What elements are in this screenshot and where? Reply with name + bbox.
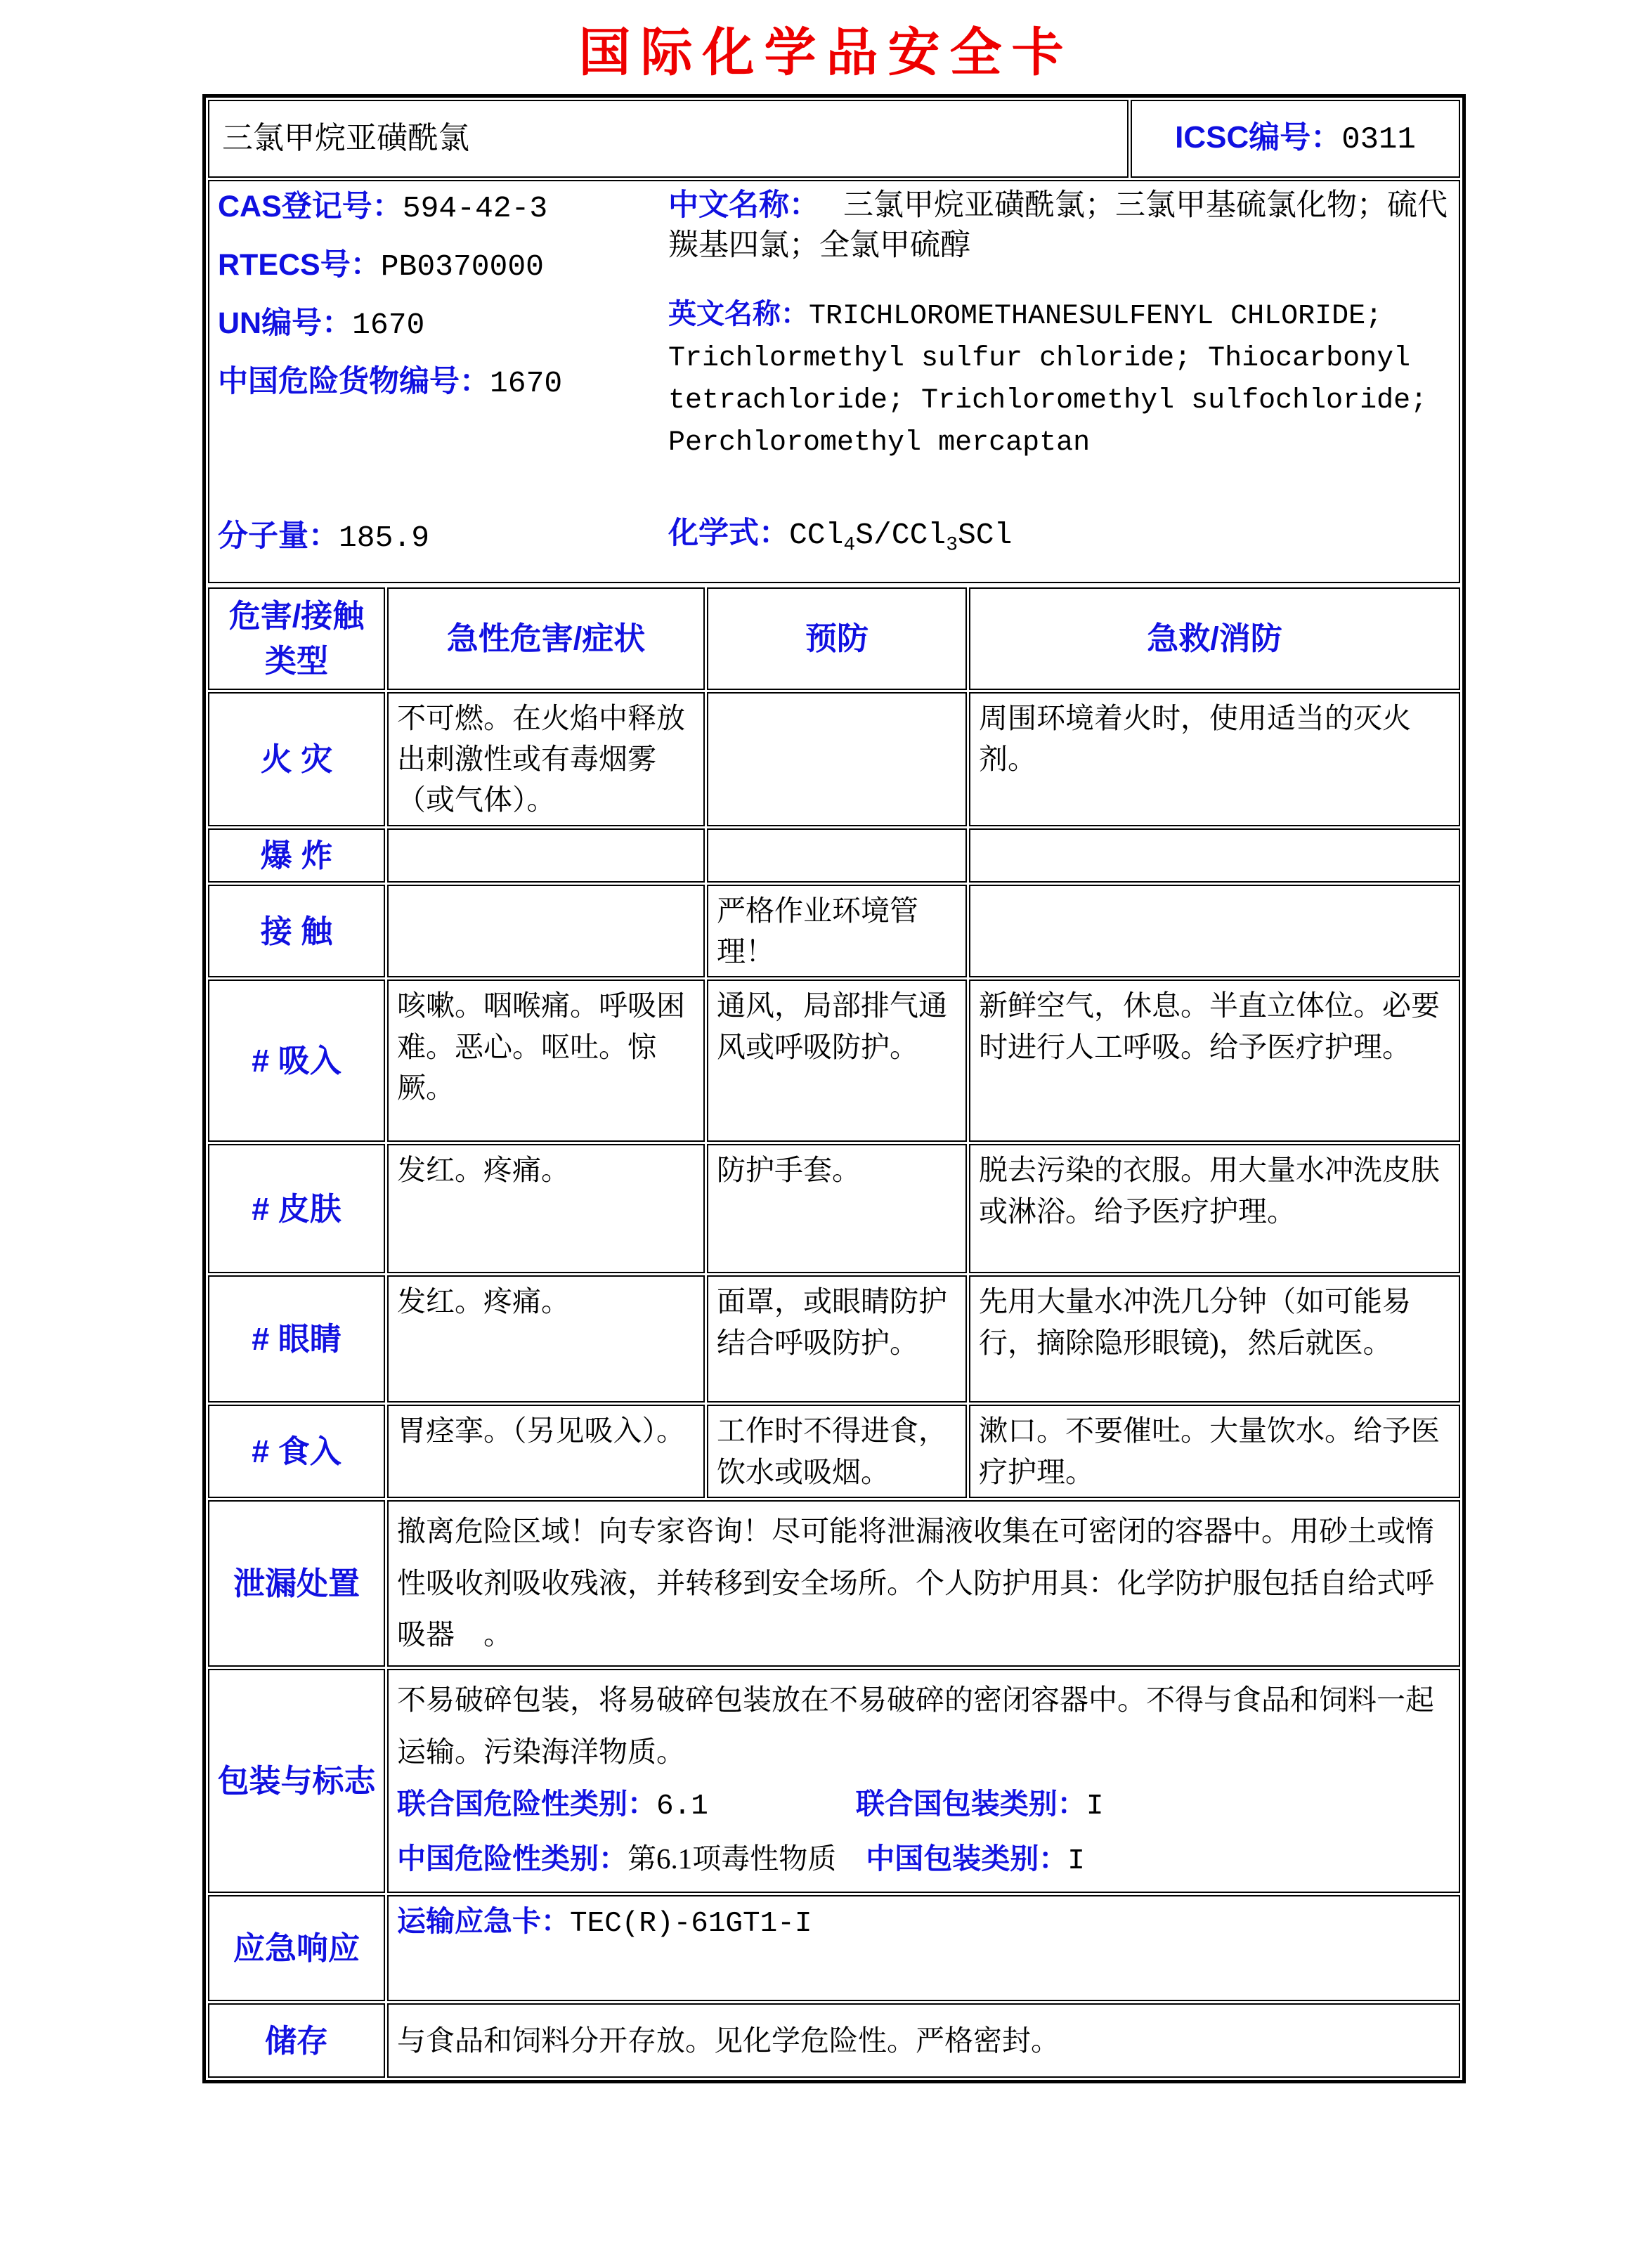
row-fire-prevention — [707, 692, 967, 826]
row-skin-symptoms: 发红。疼痛。 — [387, 1144, 705, 1273]
china-dg-value: 1670 — [490, 366, 563, 401]
row-skin — [208, 1144, 1460, 1273]
chemical-name: 三氯甲烷亚磺酰氯 — [222, 121, 469, 156]
cn-pack-group-value: I — [1067, 1844, 1085, 1878]
registry-numbers — [218, 186, 657, 578]
molecular-weight-line — [218, 515, 657, 578]
row-explosion — [208, 828, 1460, 883]
col-header-prevention: 预防 — [707, 587, 967, 690]
page-title: 国际化学品安全卡 — [578, 23, 1074, 82]
row-storage — [208, 2003, 1460, 2078]
english-name-label: 英文名称： — [668, 298, 809, 330]
row-storage-text: 与食品和饲料分开存放。见化学危险性。严格密封。 — [387, 2003, 1460, 2078]
row-skin-firstaid: 脱去污染的衣服。用大量水冲洗皮肤或淋浴。给予医疗护理。 — [969, 1144, 1460, 1273]
row-ingestion-firstaid: 漱口。不要催吐。大量饮水。给予医疗护理。 — [969, 1405, 1460, 1497]
hazard-header-row — [208, 587, 1460, 690]
row-explosion-symptoms — [387, 828, 705, 883]
col-header-symptoms: 急性危害/症状 — [387, 587, 705, 690]
row-packaging-content — [387, 1669, 1460, 1893]
registry-number-list — [218, 186, 657, 419]
cas-number-line — [218, 186, 657, 230]
row-skin-prevention: 防护手套。 — [707, 1144, 967, 1273]
china-dg-label: 中国危险货物编号： — [218, 365, 490, 399]
rtecs-number-line — [218, 244, 657, 288]
english-name-value: TRICHLOROMETHANESULFENYL CHLORIDE; Trichlormethyl sulfur chloride; Thiocarbonyl tetrachloride; Trichloromethyl sulfochloride; Perchloromethyl mercaptan — [668, 300, 1428, 459]
safety-card — [202, 94, 1466, 2083]
molecular-weight-value: 185.9 — [339, 520, 430, 555]
col-header-hazard-type: 危害/接触类型 — [208, 587, 385, 690]
hazard-table — [206, 585, 1462, 2080]
identifiers-layout — [218, 186, 1450, 578]
cas-value: 594-42-3 — [402, 191, 548, 226]
english-name-line — [668, 294, 1450, 463]
row-storage-label: 储存 — [208, 2003, 385, 2078]
cn-classification-line — [397, 1833, 1450, 1888]
row-spillage-text: 撤离危险区域！向专家咨询！尽可能将泄漏液收集在可密闭的容器中。用砂土或惰性吸收剂吸收残液，并转移到安全场所。个人防护用具：化学防护服包括自给式呼吸器 。 — [387, 1500, 1460, 1667]
row-inhalation-prevention: 通风，局部排气通风或呼吸防护。 — [707, 980, 967, 1142]
row-ingestion-label: # 食入 — [208, 1405, 385, 1497]
row-explosion-label: 爆 炸 — [208, 828, 385, 883]
row-emergency-label: 应急响应 — [208, 1895, 385, 2001]
un-value: 1670 — [352, 308, 425, 343]
cas-label: CAS登记号： — [218, 190, 403, 223]
rtecs-label: RTECS号： — [218, 248, 381, 282]
row-inhalation-firstaid: 新鲜空气，休息。半直立体位。必要时进行人工呼吸。给予医疗护理。 — [969, 980, 1460, 1142]
row-eyes-prevention: 面罩，或眼睛防护结合呼吸防护。 — [707, 1275, 967, 1403]
icsc-number-cell — [1131, 100, 1460, 178]
row-spillage-label: 泄漏处置 — [208, 1500, 385, 1667]
cn-pack-group-label: 中国包装类别： — [866, 1842, 1068, 1875]
china-dg-number-line — [218, 360, 657, 405]
un-pack-group-label: 联合国包装类别： — [855, 1787, 1086, 1820]
row-packaging-label: 包装与标志 — [208, 1669, 385, 1893]
names-block — [668, 186, 1450, 463]
icsc-label: ICSC编号： — [1175, 119, 1342, 155]
row-ingestion-symptoms: 胃痉挛。（另见吸入）。 — [387, 1405, 705, 1497]
row-ingestion-prevention: 工作时不得进食，饮水或吸烟。 — [707, 1405, 967, 1497]
row-eyes — [208, 1275, 1460, 1403]
cn-hazard-class-label: 中国危险性类别： — [397, 1842, 627, 1875]
row-spillage — [208, 1500, 1460, 1667]
row-explosion-firstaid — [969, 828, 1460, 883]
transport-card-value: TEC(R)-61GT1-I — [570, 1908, 812, 1941]
un-hazard-class-value: 6.1 — [656, 1790, 708, 1823]
row-exposure-firstaid — [969, 885, 1460, 977]
row-exposure-label: 接 触 — [208, 885, 385, 977]
row-exposure-symptoms — [387, 885, 705, 977]
un-label: UN编号： — [218, 306, 353, 341]
row-fire-firstaid: 周围环境着火时，使用适当的灭火剂。 — [969, 692, 1460, 826]
row-exposure — [208, 885, 1460, 977]
row-fire — [208, 692, 1460, 826]
icsc-page — [0, 11, 1652, 2083]
identifiers-cell — [208, 180, 1460, 583]
un-classification-line — [397, 1778, 1450, 1833]
row-emergency-content — [387, 1895, 1460, 2001]
chinese-name-value: 三氯甲烷亚磺酰氯；三氯甲基硫氯化物；硫代羰基四氯；全氯甲硫醇 — [668, 189, 1448, 262]
chemical-name-cell — [208, 100, 1129, 178]
row-skin-label: # 皮肤 — [208, 1144, 385, 1273]
un-number-line — [218, 302, 657, 346]
row-eyes-symptoms: 发红。疼痛。 — [387, 1275, 705, 1403]
row-exposure-prevention: 严格作业环境管理！ — [707, 885, 967, 977]
row-emergency-response — [208, 1895, 1460, 2001]
formula-value: CCl$_4$S/CCl$_3$SCl — [789, 517, 1013, 557]
icsc-number: 0311 — [1341, 122, 1416, 157]
un-hazard-class-label: 联合国危险性类别： — [397, 1787, 656, 1820]
rtecs-value: PB0370000 — [380, 249, 544, 285]
row-fire-symptoms: 不可燃。在火焰中释放出刺激性或有毒烟雾（或气体）。 — [387, 692, 705, 826]
row-ingestion — [208, 1405, 1460, 1497]
packaging-text: 不易破碎包装，将易破碎包装放在不易破碎的密闭容器中。不得与食品和饲料一起运输。污染海洋物质。 — [397, 1684, 1434, 1768]
row-explosion-prevention — [707, 828, 967, 883]
row-eyes-firstaid: 先用大量水冲洗几分钟（如可能易行，摘除隐形眼镜)，然后就医。 — [969, 1275, 1460, 1403]
name-row — [208, 100, 1460, 178]
identifiers-row — [208, 180, 1460, 583]
cn-hazard-class-value: 第6.1项毒性物质 — [627, 1842, 837, 1875]
transport-card-label: 运输应急卡： — [397, 1905, 570, 1938]
chemical-names — [657, 186, 1450, 578]
chinese-name-label: 中文名称： — [668, 188, 819, 222]
col-header-firstaid: 急救/消防 — [969, 587, 1460, 690]
row-fire-label: 火 灾 — [208, 692, 385, 826]
chinese-name-line — [668, 186, 1450, 266]
identification-table — [206, 98, 1462, 585]
un-pack-group-value: I — [1086, 1790, 1104, 1823]
row-inhalation — [208, 980, 1460, 1142]
molecular-weight-label: 分子量： — [218, 519, 339, 553]
formula-line — [668, 512, 1450, 578]
row-eyes-label: # 眼睛 — [208, 1275, 385, 1403]
formula-label: 化学式： — [668, 516, 789, 550]
row-inhalation-label: # 吸入 — [208, 980, 385, 1142]
row-packaging — [208, 1669, 1460, 1893]
row-inhalation-symptoms: 咳嗽。咽喉痛。呼吸困难。恶心。呕吐。惊厥。 — [387, 980, 705, 1142]
